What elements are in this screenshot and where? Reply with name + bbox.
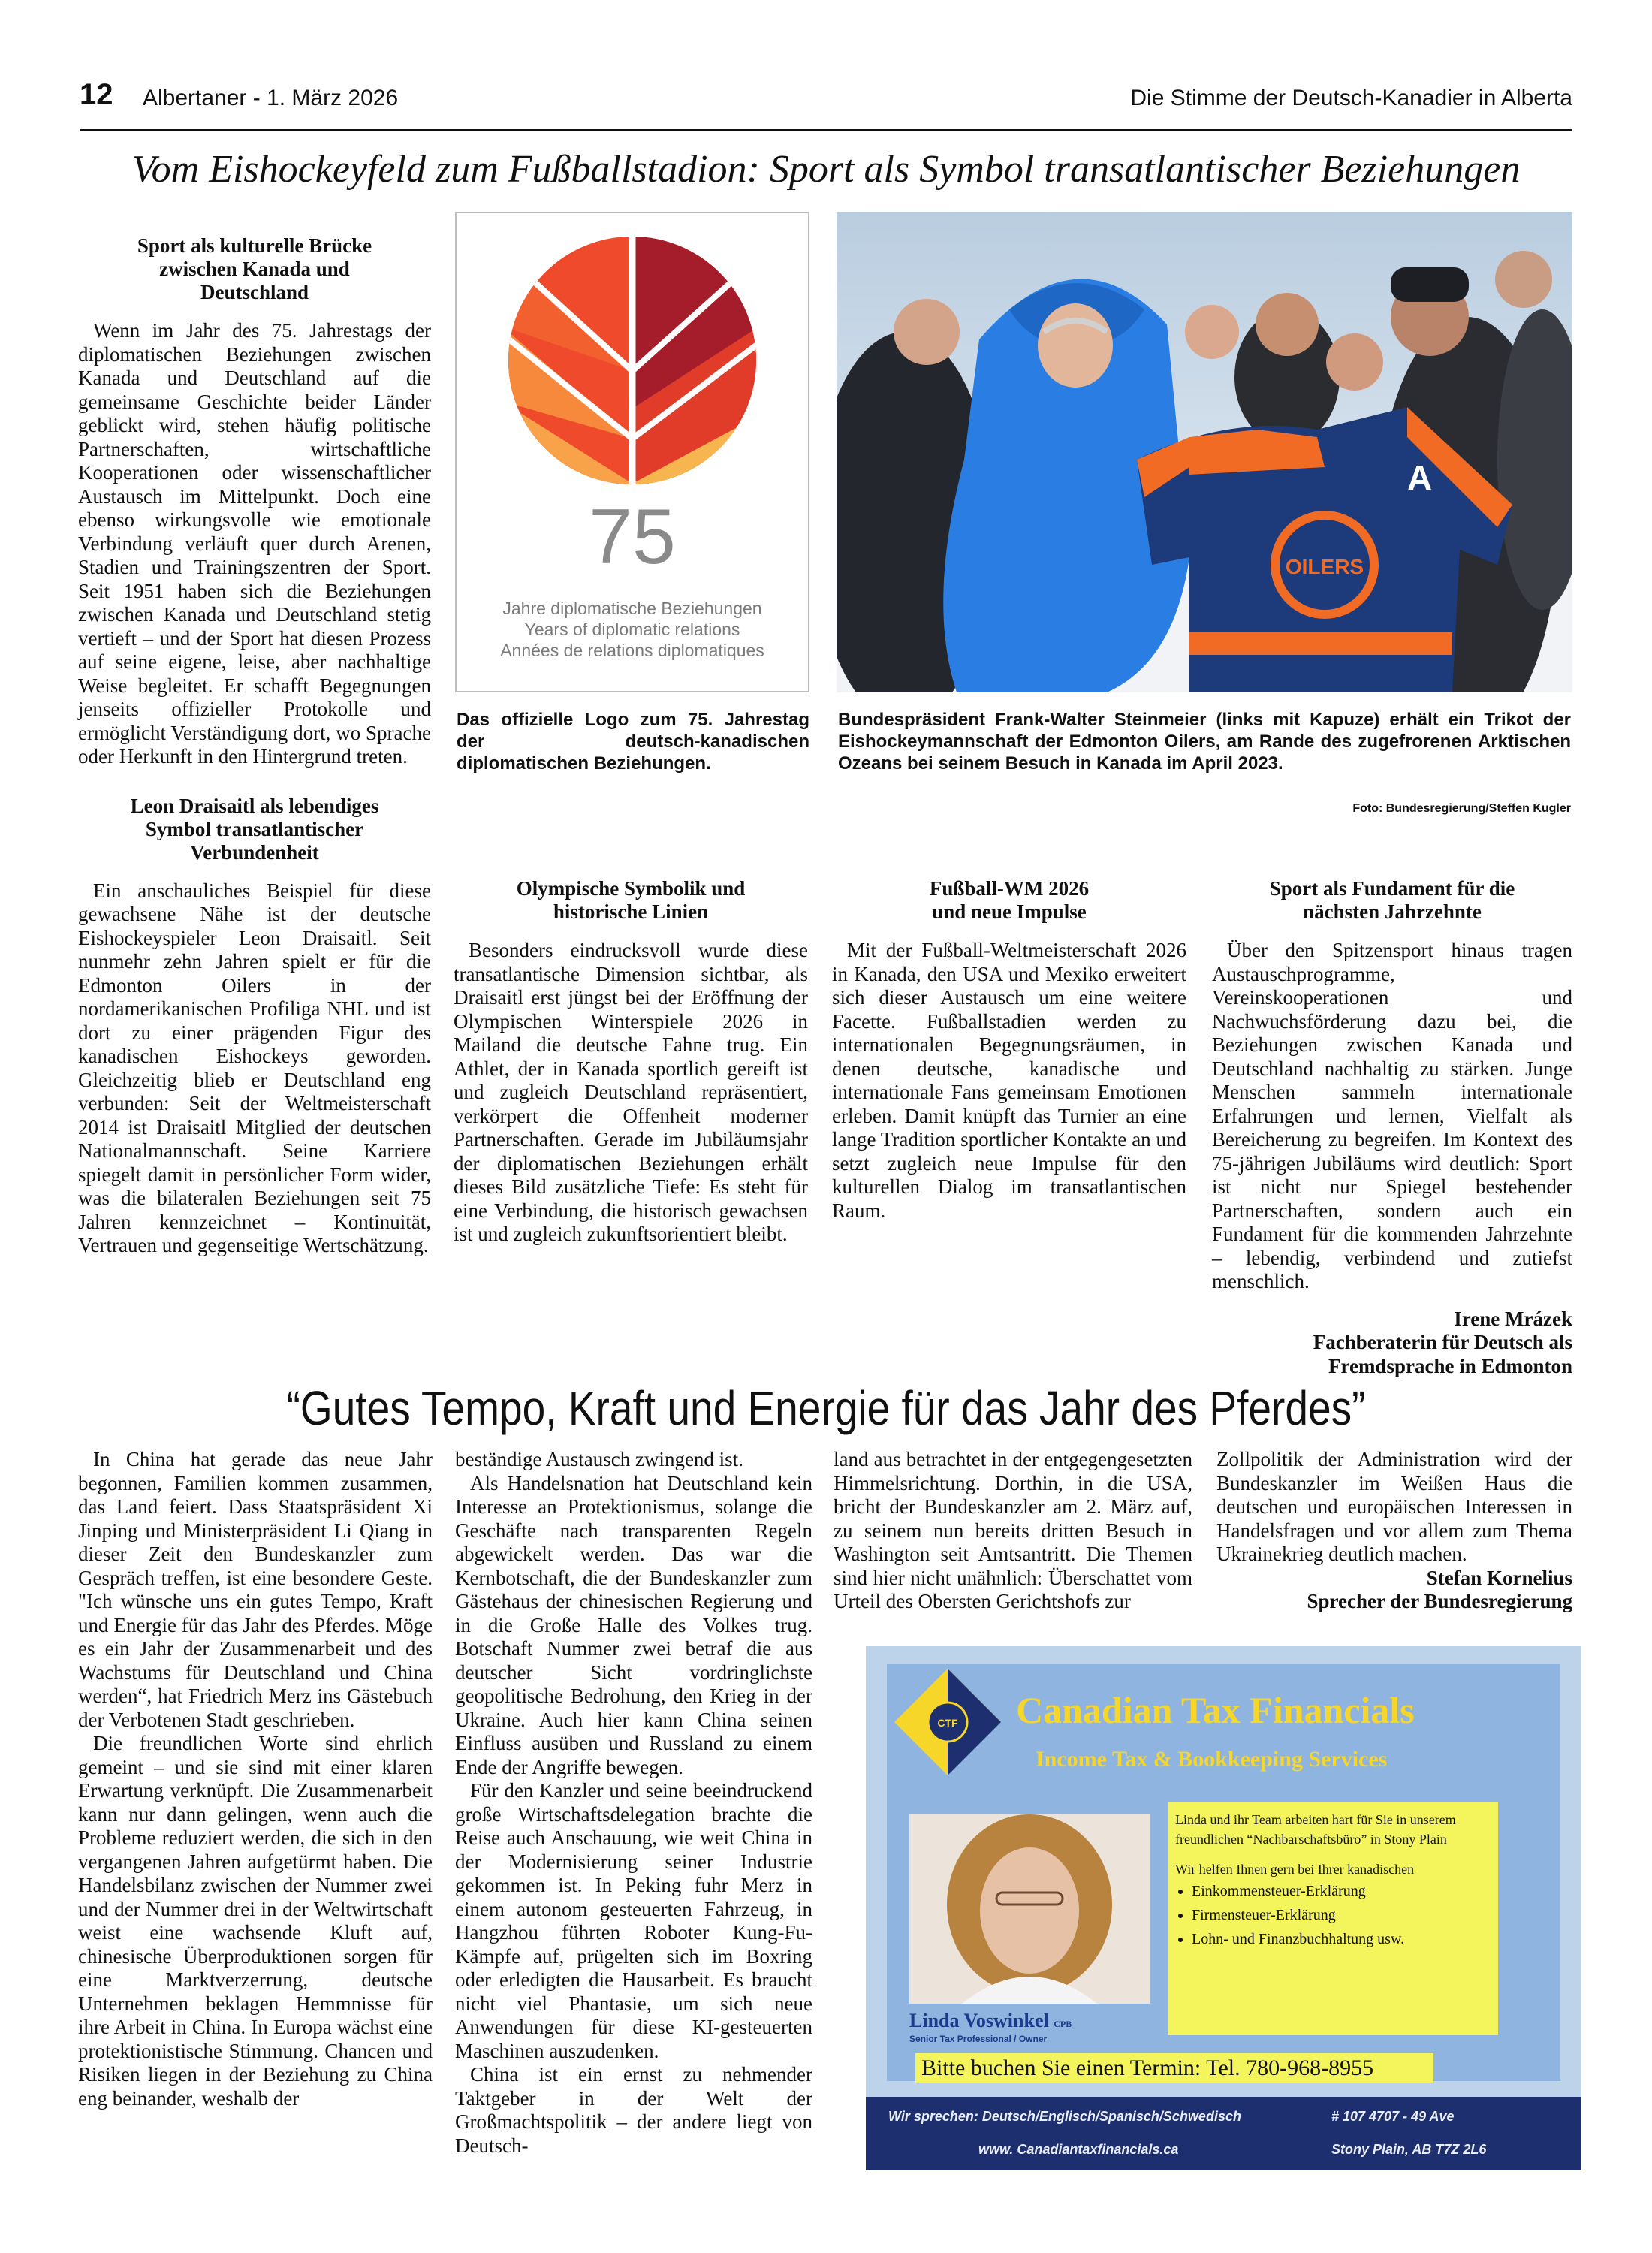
ad-languages: Wir sprechen: Deutsch/Englisch/Spanisch/Schwedisch: [888, 2109, 1241, 2124]
newspaper-tagline: Die Stimme der Deutsch-Kanadier in Alberta: [1130, 86, 1572, 110]
section-heading-wm: Fußball-WM 2026 und neue Impulse: [929, 877, 1090, 923]
ad-service-item: • Firmensteuer-Erklärung: [1192, 1903, 1491, 1927]
author-role-line1: Fachberaterin für Deutsch als: [1313, 1331, 1572, 1353]
article2-paragraph-4: Als Handelsnation hat Deutschland kein Interesse an Protektionismus, solange die Geschäfte nach transparenten Regeln abgewickelt werden. Das war die Kernbotschaft, die der Bundeskanzler zum Gästehaus der chinesischen Regierung und in die Große Halle des Volkes trug. Botschaft Nummer zwei betraf die aus deutscher Sicht vordringlichste geopolitische Bedrohung, den Krieg in der Ukraine. Auch hier kann China seinen Einfluss ausüben und Russland zu einem Ende der Angriffe bewegen.: [455, 1471, 812, 1778]
logo-line-french: Années de relations diplomatiques: [500, 641, 764, 660]
article2-headline: “Gutes Tempo, Kraft und Energie für das Jahr des Pferdes”: [286, 1381, 1366, 1435]
ad-person-role: Senior Tax Professional / Owner: [909, 2034, 1048, 2044]
ad-intro: Linda und ihr Team arbeiten hart für Sie in unserem freundlichen “Nachbarschaftsbüro” in Stony Plain: [1175, 1812, 1456, 1847]
article2-paragraph-7: land aus betrachtet in der entgegengesetzten Himmelsrichtung. Dorthin, in die USA, bricht der Bundeskanzler am 2. März auf, zu seinem nun bereits dritten Besuch in Washington seit Amtsantritt. Die Themen sind hier nicht unähnlich: Überschattet vom Urteil des Obersten Gerichtshofs zur: [834, 1448, 1192, 1612]
article2-paragraph-6: China ist ein ernst zu nehmender Taktgeber in der Welt der Großmachtspolitik – der andere liegt von Deutsch-: [455, 2063, 812, 2157]
logo-line-english: Years of diplomatic relations: [524, 620, 740, 639]
ad-banner: [887, 1664, 1560, 2081]
section-heading-fundament: Sport als Fundament für die nächsten Jahrzehnte: [1269, 877, 1515, 923]
photo-caption: Bundespräsident Frank-Walter Steinmeier (links mit Kapuze) erhält ein Trikot der Eishockeymannschaft der Edmonton Oilers, am Rande des zugefrorenen Arktischen Ozeans bei seinem Besuch in Kanada im April 2023.: [838, 710, 1571, 774]
ad-service-item: • Einkommensteuer-Erklärung: [1192, 1879, 1491, 1903]
ad-website-link[interactable]: www. Canadiantaxfinancials.ca: [978, 2142, 1179, 2157]
issue-date: Albertaner - 1. März 2026: [143, 86, 399, 110]
section-heading-olympia: Olympische Symbolik und historische Linien: [516, 877, 746, 923]
ctf-logo-icon: [891, 1666, 1004, 1778]
article2-paragraph-5: Für den Kanzler und seine beeindruckend große Wirtschaftsdelegation brachte die Reise auch Anschauung, wie weit China in der Modernisierung seiner Industrie gekommen ist. In Peking fuhr Merz in einem autonom gesteuerten Fahrzeug, in Hangzhou führten Roboter Kung-Fu-Kämpfe auf, prügelten sich im Boxring oder erledigten die Hausarbeit. Es braucht nicht viel Phantasie, um sich neue Anwendungen für diese KI-gesteuerten Maschinen auszudenken.: [455, 1779, 812, 2062]
article2-paragraph-8: Zollpolitik der Administration wird der Bundeskanzler im Weißen Haus die deutschen und europäischen Interessen in Handelsfragen und vor allem zum Thema Ukrainekrieg deutlich machen.: [1216, 1448, 1572, 1565]
article2-paragraph-1: In China hat gerade das neue Jahr begonnen, Familien kommen zusammen, das Land feiert. Dass Staatspräsident Xi Jinping und Ministerpräsident Li Qiang in dieser Zeit den Bundeskanzler zum Gespräch treffen, ist eine besondere Geste. "Ich wünsche uns ein gutes Tempo, Kraft und Energie für das Jahr des Pferdes. Möge es ein Jahr der Zusammenarbeit und des Wachstums für Deutschland und China werden“, hat Friedrich Merz ins Gästebuch der Verbotenen Stadt geschrieben.: [78, 1448, 433, 1731]
ad-help: Wir helfen Ihnen gern bei Ihrer kanadischen: [1175, 1862, 1415, 1877]
article2-column-3: [834, 1448, 1192, 1614]
header-rule: [80, 129, 1572, 131]
ad-footer: [866, 2097, 1581, 2170]
ad-portrait-photo: [909, 1814, 1150, 2004]
ad-address-street: # 107 4707 - 49 Ave: [1331, 2109, 1455, 2124]
article2-column-2: [455, 1448, 812, 2158]
ad-address-city: Stony Plain, AB T7Z 2L6: [1331, 2142, 1487, 2157]
article2-column-1: [78, 1448, 433, 2110]
author-role-line2: Fremdsprache in Edmonton: [1328, 1354, 1572, 1377]
ad-booking-line: Bitte buchen Sie einen Termin: Tel. 780-968-8955: [915, 2053, 1433, 2083]
section-heading-draisaitl: Leon Draisaitl als lebendiges Symbol transatlantischer Verbundenheit: [130, 794, 379, 864]
portrait-illustration: [909, 1814, 1150, 2004]
article2-column-4: [1216, 1448, 1572, 1614]
ad-person-name-text: Linda Voswinkel: [909, 2010, 1049, 2031]
photo-credit: Foto: Bundesregierung/Steffen Kugler: [1352, 802, 1571, 815]
article1-headline: Vom Eishockeyfeld zum Fußballstadion: Sport als Symbol transatlantischer Beziehungen: [131, 148, 1521, 191]
ad-info-box: [1168, 1802, 1498, 2035]
ad-person-name: [909, 2010, 1072, 2032]
section-text-olympia: Besonders eindrucksvoll wurde diese transatlantische Dimension sichtbar, als Draisaitl erst jüngst bei der Eröffnung der Olympischen Winterspiele 2026 in Mailand die deutsche Fahne trug. Ein Athlet, der in Kanada sportlich gereift ist und zugleich Deutschland repräsentiert, verkörpert die Offenheit moderner Partnerschaften. Gerade im Jubiläumsjahr der diplomatischen Beziehungen erhält dieses Bild zusätzliche Tiefe: Es steht für eine Verbindung, die historisch gewachsen ist und zugleich zukunftsorientiert bleibt.: [454, 939, 808, 1245]
article2-paragraph-2: Die freundlichen Worte sind ehrlich gemeint – und sie sind mit einer klaren Erwartung verknüpft. Die Zusammenarbeit kann nur dann gelingen, wenn auch die Probleme reduziert werden, die sich in den vergangenen Jahren aufgetürmt haben. Die Handelsbilanz zwischen der Nummer zwei und der Nummer drei in der Weltwirtschaft weist eine wachsende Kluft auf, chinesische Überproduktionen sorgen für eine Marktverzerrung, deutsche Unternehmen beklagen Hemmnisse für ihre Arbeit in China. In Europa wächst eine protektionistische Stimmung. Chancen und Risiken liegen in der Beziehung zu China eng beinander, weshalb der: [78, 1732, 433, 2110]
ctf-logo-text: CTF: [937, 1717, 958, 1729]
author-name: Irene Mrázek: [1454, 1307, 1572, 1330]
tax-advertisement: [866, 1646, 1581, 2170]
steinmeier-photo: [837, 212, 1572, 692]
article1-column-1: [78, 234, 431, 1258]
ad-person-credential: CPB: [1054, 2019, 1072, 2029]
jersey-captain-letter: A: [1407, 458, 1433, 497]
section-text-kulturelle-bruecke: Wenn im Jahr des 75. Jahrestags der diplomatischen Beziehungen zwischen Kanada und Deutschland auf die gemeinsame Geschichte beider Länder geblickt wird, stehen häufig politische Partnerschaften, wirtschaftliche Kooperationen oder wissenschaftlicher Austausch im Mittelpunkt. Doch eine ebenso wirkungsvolle wie emotionale Verbindung verläuft quer durch Arenen, Stadien und Trainingszentren der Sport. Seit 1951 haben sich die Beziehungen zwischen Kanada und Deutschland stetig vertieft – und der Sport hat diesen Prozess auf seine eigene, leise, aber nachhaltige Weise begleitet. Er schafft Begegnungen jenseits offizieller Protokolle und ermöglicht Verständigung dort, wo Sprache oder Herkunft in den Hintergrund treten.: [78, 319, 431, 768]
article1-column-4: [1212, 877, 1572, 1378]
section-text-wm: Mit der Fußball-Weltmeisterschaft 2026 in Kanada, den USA und Mexiko erweitert sich dieser Austausch um eine weitere Facette. Fußballstadien werden zu internationalen Begegnungsräumen, in denen deutsche, kanadische und internationale Fans gemeinsam Emotionen erleben. Damit knüpft das Turnier an eine lange Tradition sportlicher Kontakte an und setzt zugleich neue Impulse für den kulturellen Dialog im transatlantischen Raum.: [832, 939, 1186, 1222]
anniversary-logo-box: [455, 212, 809, 692]
section-text-fundament: Über den Spitzensport hinaus tragen Austauschprogramme, Vereinskooperationen und Nachwuchsförderung dazu bei, die Beziehungen zwischen Kanada und Deutschland nachhaltig zu stärken. Junge Menschen sammeln internationale Erfahrungen und lernen, Vielfalt als Bereicherung zu begreifen. Im Kontext des 75-jährigen Jubiläums wird deutlich: Sport ist nicht nur Spiegel bestehender Partnerschaften, sondern auch ein Fundament für die kommenden Jahrzehnte – lebendig, verbindend und zutiefst menschlich.: [1212, 939, 1572, 1292]
article2-paragraph-3: beständige Austausch zwingend ist.: [455, 1448, 743, 1470]
article1-column-2: [454, 877, 808, 1247]
ad-service-item: • Lohn- und Finanzbuchhaltung usw.: [1192, 1927, 1491, 1951]
section-text-draisaitl: Ein anschauliches Beispiel für diese gewachsene Nähe ist der deutsche Eishockeyspieler Leon Draisaitl. Seit nunmehr zehn Jahren spielt er für die Edmonton Oilers in der nordamerikanischen Profiliga NHL und ist dort zu einer prägenden Figur des kanadischen Eishockeys geworden. Gleichzeitig blieb er Deutschland eng verbunden: Seit der Weltmeisterschaft 2014 ist Draisaitl Mitglied der deutschen Nationalmannschaft. Seine Karriere spiegelt damit in persönlicher Form wider, was die bilateralen Beziehungen seit 75 Jahren kennzeichnet – Kontinuität, Vertrauen und gegenseitige Wertschätzung.: [78, 879, 431, 1256]
anniversary-logo-graphic: [457, 213, 808, 691]
section-heading-kulturelle-bruecke: Sport als kulturelle Brücke zwischen Kanada und Deutschland: [137, 234, 372, 303]
logo-line-german: Jahre diplomatische Beziehungen: [502, 599, 762, 618]
ad-title: Canadian Tax Financials: [1016, 1689, 1415, 1731]
page-number: 12: [80, 78, 113, 111]
logo-caption: Das offizielle Logo zum 75. Jahrestag der deutsch-kanadischen diplomatischen Beziehungen.: [457, 710, 809, 774]
ad-subtitle: Income Tax & Bookkeeping Services: [1036, 1747, 1388, 1772]
article2-author-name: Stefan Kornelius: [1426, 1566, 1572, 1589]
article1-column-3: [832, 877, 1186, 1223]
jersey-text: OILERS: [1285, 555, 1364, 578]
article2-author-role: Sprecher der Bundesregierung: [1307, 1590, 1572, 1612]
logo-number: 75: [589, 493, 676, 581]
ad-services-list: [1175, 1879, 1491, 1951]
photo-illustration: [837, 212, 1572, 692]
